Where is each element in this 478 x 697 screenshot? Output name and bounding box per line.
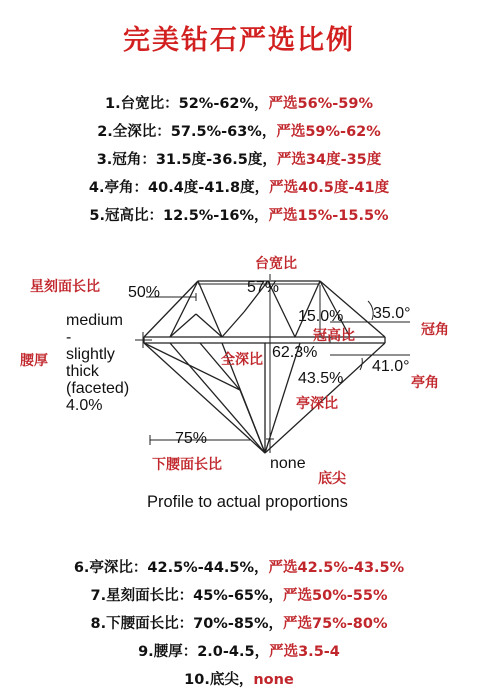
spec-lower-girdle-ratio: 8.下腰面长比：70%-85%，严选75%-80% (90, 616, 388, 632)
value-total-depth: 62.3% (272, 344, 318, 361)
spec-crown-height: 5.冠高比：12.5%-16%，严选15%-15.5% (89, 208, 389, 224)
label-pavilion-angle: 亭角 (411, 375, 439, 391)
spec-crown-angle: 3.冠角：31.5度-36.5度，严选34度-35度 (96, 152, 382, 168)
label-crown-height: 冠高比 (313, 328, 355, 344)
label-lower-girdle-ratio: 下腰面长比 (152, 457, 222, 473)
spec-culet: 10.底尖，none (184, 672, 294, 688)
spec-girdle-thickness: 9.腰厚：2.0-4.5，严选3.5-4 (138, 644, 340, 660)
value-table: 57% (247, 279, 280, 296)
label-star-facet-ratio: 星刻面长比 (30, 279, 100, 295)
spec-pavilion-depth: 6.亭深比：42.5%-44.5%，严选42.5%-43.5% (73, 560, 405, 576)
spec-table-ratio: 1.台宽比：52%-62%，严选56%-59% (105, 96, 373, 112)
value-star: 50% (128, 284, 161, 301)
label-crown-angle: 冠角 (421, 322, 449, 338)
label-pavilion-depth: 亭深比 (296, 396, 338, 412)
value-girdle-thickness: medium - slightly thick (faceted) 4.0% (66, 312, 130, 414)
value-culet: none (270, 455, 306, 472)
label-table-ratio: 台宽比 (255, 256, 297, 272)
spec-star-facet-ratio: 7.星刻面长比：45%-65%，严选50%-55% (90, 588, 388, 604)
spec-total-depth: 2.全深比：57.5%-63%，严选59%-62% (97, 124, 381, 140)
label-girdle-thickness: 腰厚 (20, 353, 48, 369)
diamond-proportion-diagram (0, 240, 478, 540)
label-culet: 底尖 (318, 471, 346, 487)
spec-pavilion-angle: 4.亭角：40.4度-41.8度，严选40.5度-41度 (88, 180, 390, 196)
label-total-depth: 全深比 (221, 352, 263, 368)
value-pavilion-angle: 41.0° (372, 358, 410, 375)
value-crown-height: 15.0% (298, 308, 344, 325)
page-title: 完美钻石严选比例 (123, 25, 355, 56)
value-crown-angle: 35.0° (373, 305, 411, 322)
value-pavilion-depth: 43.5% (298, 370, 344, 387)
value-lower-girdle: 75% (175, 430, 208, 447)
diagram-caption: Profile to actual proportions (147, 493, 348, 511)
